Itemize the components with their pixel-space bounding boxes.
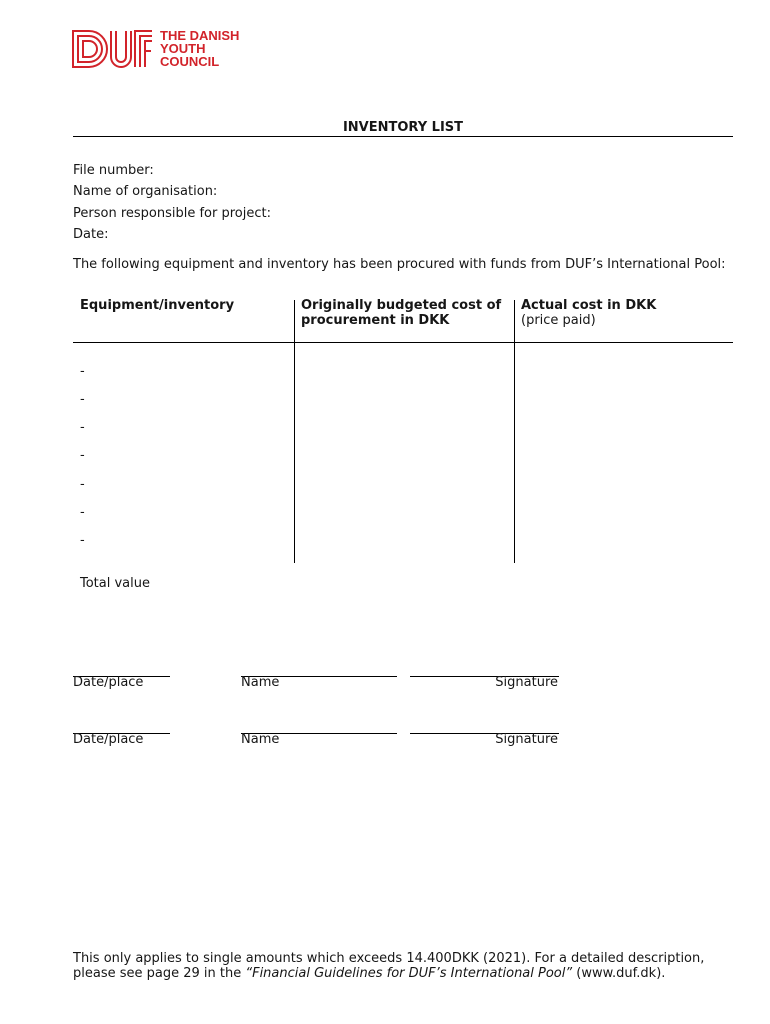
table-header-rule	[73, 342, 733, 343]
footer-line-2	[73, 966, 665, 982]
field-organisation-name: Name of organisation:	[73, 184, 218, 199]
footer-line-1: This only applies to single amounts which exceeds 14.400DKK (2021). For a detailed description,	[73, 951, 705, 966]
table-row: -	[80, 448, 85, 463]
logo-wordmark	[160, 29, 239, 68]
footer-text: please see page 29 in the	[73, 966, 246, 981]
duf-logo-mark-icon	[71, 29, 153, 69]
logo-line-2: YOUTH	[160, 41, 206, 56]
table-row: -	[80, 364, 85, 379]
title-rule	[73, 136, 733, 137]
signature-label: Signature	[495, 675, 558, 690]
header-actual-cost-note: (price paid)	[521, 313, 596, 328]
header-actual-cost: Actual cost in DKK	[521, 298, 657, 313]
field-person-responsible: Person responsible for project:	[73, 206, 271, 221]
table-row: -	[80, 477, 85, 492]
header-equipment: Equipment/inventory	[80, 298, 235, 313]
field-file-number: File number:	[73, 163, 154, 178]
signature-label: Signature	[495, 732, 558, 747]
table-row: -	[80, 533, 85, 548]
field-date: Date:	[73, 227, 109, 242]
name-label: Name	[241, 675, 280, 690]
intro-paragraph: The following equipment and inventory has been procured with funds from DUF’s International Pool:	[73, 257, 726, 272]
logo-line-1: THE DANISH	[160, 28, 240, 43]
logo-line-3: COUNCIL	[160, 54, 220, 69]
table-row: -	[80, 505, 85, 520]
date-place-label: Date/place	[73, 732, 144, 747]
name-label: Name	[241, 732, 280, 747]
table-column-divider-2	[514, 300, 515, 563]
table-column-divider-1	[294, 300, 295, 563]
header-budgeted-cost-line-2: procurement in DKK	[301, 313, 450, 328]
document-title: INVENTORY LIST	[342, 120, 464, 135]
total-value-label: Total value	[80, 576, 151, 591]
date-place-label: Date/place	[73, 675, 144, 690]
duf-logo	[71, 29, 246, 69]
table-row: -	[80, 420, 85, 435]
table-row: -	[80, 392, 85, 407]
header-budgeted-cost-line-1: Originally budgeted cost of	[301, 298, 502, 313]
footer-website: (www.duf.dk).	[572, 966, 666, 981]
guidelines-title: “Financial Guidelines for DUF’s International Pool”	[245, 966, 573, 981]
